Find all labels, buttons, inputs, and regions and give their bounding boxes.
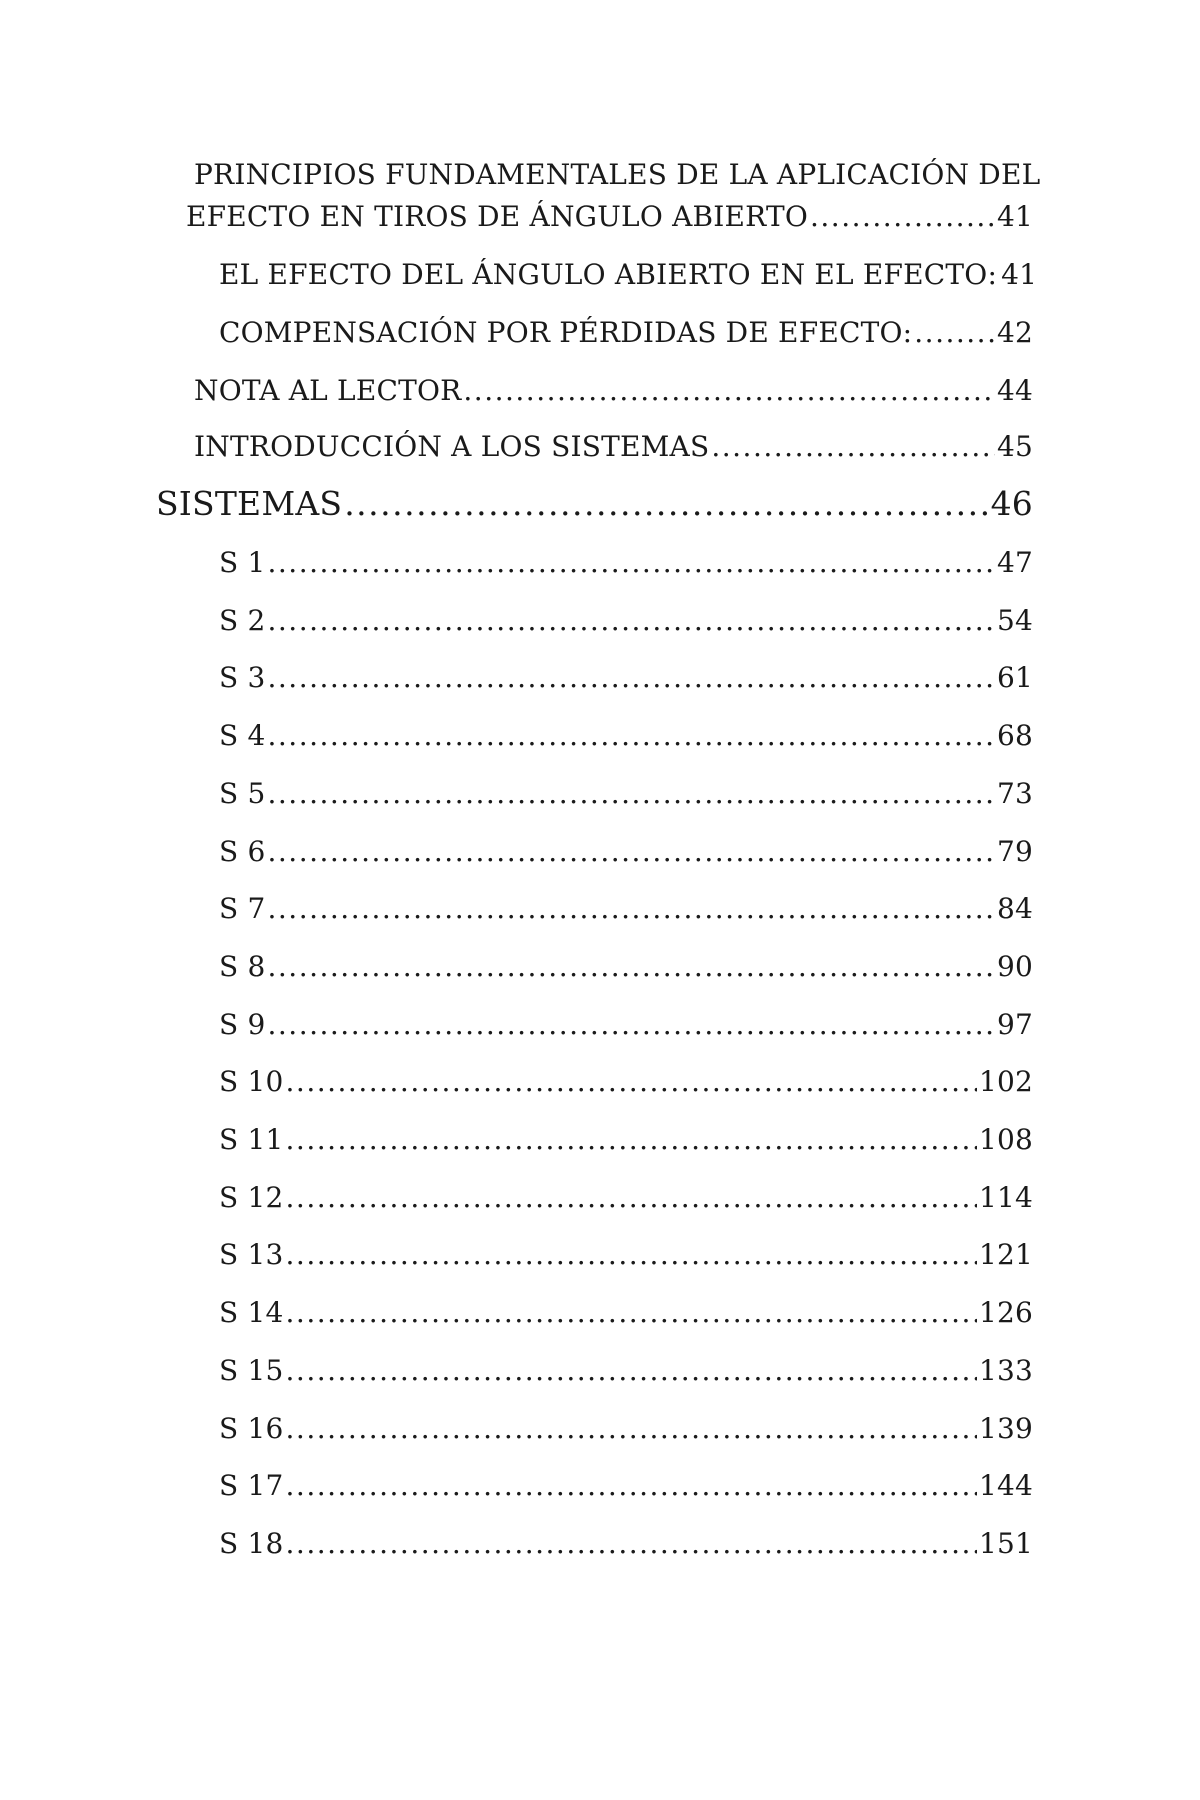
toc-page-number: 108 (978, 1123, 1033, 1156)
toc-entry-title: S 13 (219, 1238, 284, 1272)
toc-entry-system[interactable] (219, 950, 1033, 983)
toc-entry-title: COMPENSACIÓN POR PÉRDIDAS DE EFECTO: (219, 316, 913, 349)
toc-page-number: 90 (996, 949, 1033, 983)
toc-entry-title: NOTA AL LECTOR (194, 374, 462, 407)
toc-page-number: 126 (978, 1296, 1033, 1330)
toc-entry-title: S 2 (219, 603, 266, 637)
toc-page-number: 84 (996, 892, 1033, 926)
toc-entry-title: S 6 (219, 834, 266, 868)
toc-entry-system[interactable] (219, 777, 1033, 810)
toc-page-number: 139 (978, 1411, 1033, 1445)
toc-entry-system[interactable] (219, 1296, 1033, 1329)
dot-leader (914, 316, 995, 349)
toc-entry-system[interactable] (219, 661, 1033, 694)
toc-page-number: 41 (1001, 258, 1038, 291)
dot-leader (268, 777, 995, 810)
toc-entry-introduccion[interactable] (194, 430, 1033, 463)
toc-entry-system[interactable] (219, 1065, 1033, 1098)
toc-entry-system[interactable] (219, 1181, 1033, 1214)
toc-entry-system[interactable] (219, 1238, 1033, 1271)
toc-entry-title: S 18 (219, 1526, 284, 1560)
toc-page-number: 97 (996, 1007, 1033, 1041)
toc-entry-title: S 5 (219, 776, 266, 810)
toc-page-number: 114 (978, 1180, 1033, 1214)
dot-leader (268, 604, 995, 637)
toc-entry-system[interactable] (219, 1123, 1033, 1156)
dot-leader (286, 1065, 977, 1098)
toc-page-number: 42 (996, 316, 1033, 349)
toc-entry-system[interactable] (219, 835, 1033, 868)
dot-leader (268, 892, 995, 925)
toc-page-number: 68 (996, 719, 1033, 753)
toc-entry-system[interactable] (219, 1412, 1033, 1445)
toc-entry-principios-line2[interactable] (186, 200, 1033, 233)
toc-entry-title: S 14 (219, 1296, 284, 1330)
toc-page-number: 73 (996, 776, 1033, 810)
toc-entry-system[interactable] (219, 1469, 1033, 1502)
dot-leader (286, 1123, 977, 1156)
toc-page-number: 44 (996, 374, 1033, 407)
dot-leader (463, 374, 995, 407)
toc-entry-compensacion[interactable] (219, 316, 1033, 349)
toc-entry-title: S 7 (219, 892, 266, 926)
toc-page-number: 151 (978, 1526, 1033, 1560)
toc-page-number: 133 (978, 1353, 1033, 1387)
toc-entry-title: SISTEMAS (156, 484, 343, 523)
toc-entry-title: S 8 (219, 949, 266, 983)
dot-leader (810, 200, 995, 233)
dot-leader (286, 1238, 977, 1271)
toc-entry-title: S 3 (219, 661, 266, 695)
toc-entry-system[interactable] (219, 1354, 1033, 1387)
dot-leader (268, 1008, 995, 1041)
dot-leader (268, 719, 995, 752)
toc-entry-efecto-angulo[interactable] (219, 258, 1038, 291)
toc-page-number: 54 (996, 603, 1033, 637)
toc-entry-title: S 11 (219, 1123, 284, 1156)
toc-page-number: 102 (978, 1065, 1033, 1099)
toc-entry-system[interactable] (219, 719, 1033, 752)
toc-entry-system[interactable] (219, 546, 1033, 579)
dot-leader (286, 1412, 977, 1445)
toc-entry-title: S 1 (219, 546, 266, 579)
dot-leader (268, 546, 995, 579)
toc-entry-title: S 17 (219, 1469, 284, 1503)
dot-leader (286, 1181, 977, 1214)
dot-leader (344, 484, 988, 523)
toc-page-number: 46 (990, 484, 1033, 523)
toc-page-number: 79 (996, 834, 1033, 868)
toc-entry-system[interactable] (219, 1008, 1033, 1041)
toc-entry-system[interactable] (219, 892, 1033, 925)
toc-page-number: 41 (996, 200, 1033, 233)
dot-leader (268, 835, 995, 868)
dot-leader (286, 1354, 977, 1387)
dot-leader (286, 1296, 977, 1329)
dot-leader (268, 950, 995, 983)
toc-entry-title: S 12 (219, 1180, 284, 1214)
toc-entry-title: INTRODUCCIÓN A LOS SISTEMAS (194, 430, 710, 463)
toc-entry-title: EL EFECTO DEL ÁNGULO ABIERTO EN EL EFECTO: (219, 258, 998, 291)
dot-leader (711, 430, 995, 463)
toc-page-number: 121 (978, 1238, 1033, 1272)
toc-entry-title: S 16 (219, 1411, 284, 1445)
dot-leader (286, 1527, 977, 1560)
toc-entry-system[interactable] (219, 604, 1033, 637)
toc-entry-title: S 4 (219, 719, 266, 753)
toc-entry-title: S 10 (219, 1065, 284, 1099)
dot-leader (286, 1469, 977, 1502)
toc-entry-sistemas[interactable] (156, 484, 1033, 523)
toc-page-number: 61 (996, 661, 1033, 695)
toc-entry-title: S 15 (219, 1353, 284, 1387)
toc-entry-nota-al-lector[interactable] (194, 374, 1033, 407)
toc-entry-title: EFECTO EN TIROS DE ÁNGULO ABIERTO (186, 200, 808, 233)
toc-entry-principios-line1[interactable]: PRINCIPIOS FUNDAMENTALES DE LA APLICACIÓN DEL (194, 158, 1041, 191)
dot-leader (268, 661, 995, 694)
toc-page-number: 144 (978, 1469, 1033, 1503)
toc-entry-title: S 9 (219, 1007, 266, 1041)
toc-page-number: 45 (996, 430, 1033, 463)
toc-entry-system[interactable] (219, 1527, 1033, 1560)
toc-page-number: 47 (996, 546, 1033, 579)
